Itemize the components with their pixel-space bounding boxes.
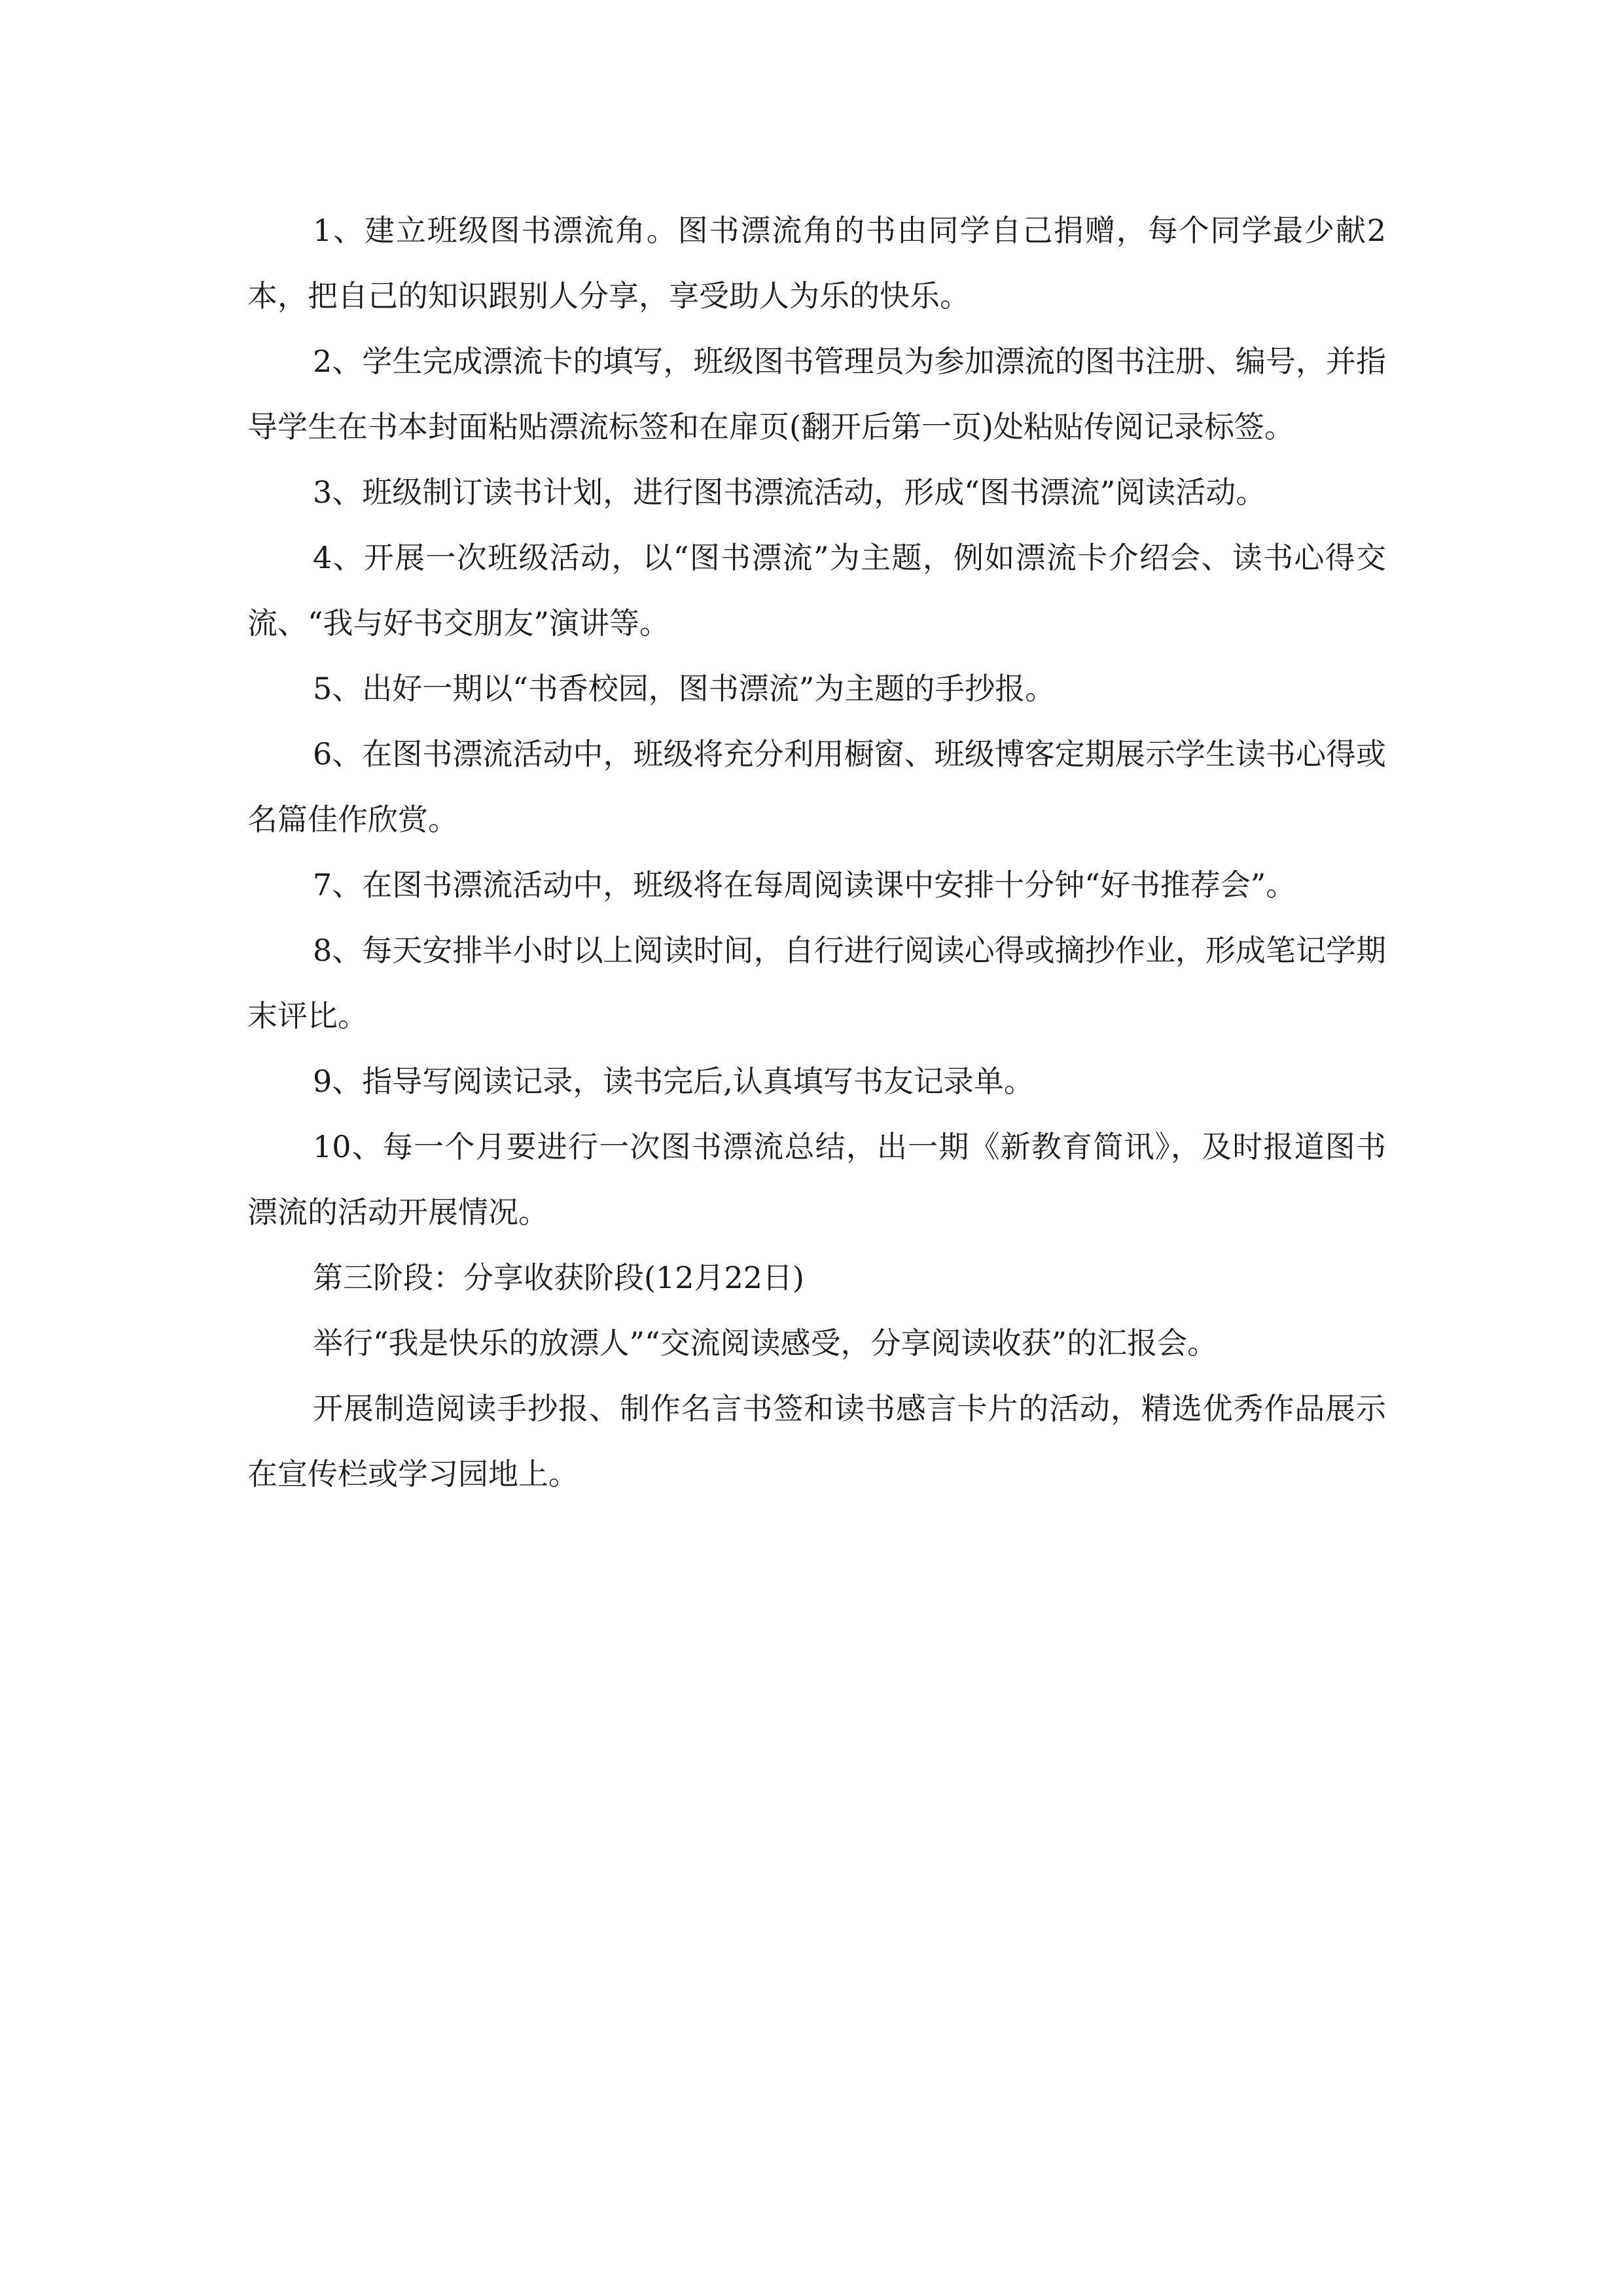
paragraph-item-5: 5、出好一期以“书香校园，图书漂流”为主题的手抄报。 <box>313 671 1056 706</box>
paragraph-item-10: 10、每一个月要进行一次图书漂流总结，出一期《新教育简讯》，及时报道图书漂流的活动开展情况。 <box>247 1129 1386 1230</box>
paragraph-item-11: 举行“我是快乐的放漂人”“交流阅读感受，分享阅读收获”的汇报会。 <box>313 1325 1218 1361</box>
paragraph-item-2: 2、学生完成漂流卡的填写，班级图书管理员为参加漂流的图书注册、编号，并指导学生在书本封面粘贴漂流标签和在扉页(翻开后第一页)处粘贴传阅记录标签。 <box>247 344 1386 444</box>
paragraph-item-12: 开展制造阅读手抄报、制作名言书签和读书感言卡片的活动，精选优秀作品展示在宣传栏或学习园地上。 <box>247 1391 1386 1492</box>
paragraph-item-7: 7、在图书漂流活动中，班级将在每周阅读课中安排十分钟“好书推荐会”。 <box>313 867 1296 903</box>
paragraph-item-6: 6、在图书漂流活动中，班级将充分利用橱窗、班级博客定期展示学生读书心得或名篇佳作欣赏。 <box>247 736 1386 837</box>
paragraph-item-9: 9、指导写阅读记录，读书完后,认真填写书友记录单。 <box>313 1064 1034 1099</box>
section-heading: 第三阶段：分享收获阶段(12月22日) <box>313 1260 804 1295</box>
paragraph-item-8: 8、每天安排半小时以上阅读时间，自行进行阅读心得或摘抄作业，形成笔记学期末评比。 <box>247 933 1386 1033</box>
paragraph-item-1: 1、建立班级图书漂流角。图书漂流角的书由同学自己捐赠，每个同学最少献2本，把自己的知识跟别人分享，享受助人为乐的快乐。 <box>247 213 1386 314</box>
paragraph-item-4: 4、开展一次班级活动，以“图书漂流”为主题，例如漂流卡介绍会、读书心得交流、“我与好书交朋友”演讲等。 <box>247 540 1386 641</box>
paragraph-item-3: 3、班级制订读书计划，进行图书漂流活动，形成“图书漂流”阅读活动。 <box>313 475 1266 510</box>
